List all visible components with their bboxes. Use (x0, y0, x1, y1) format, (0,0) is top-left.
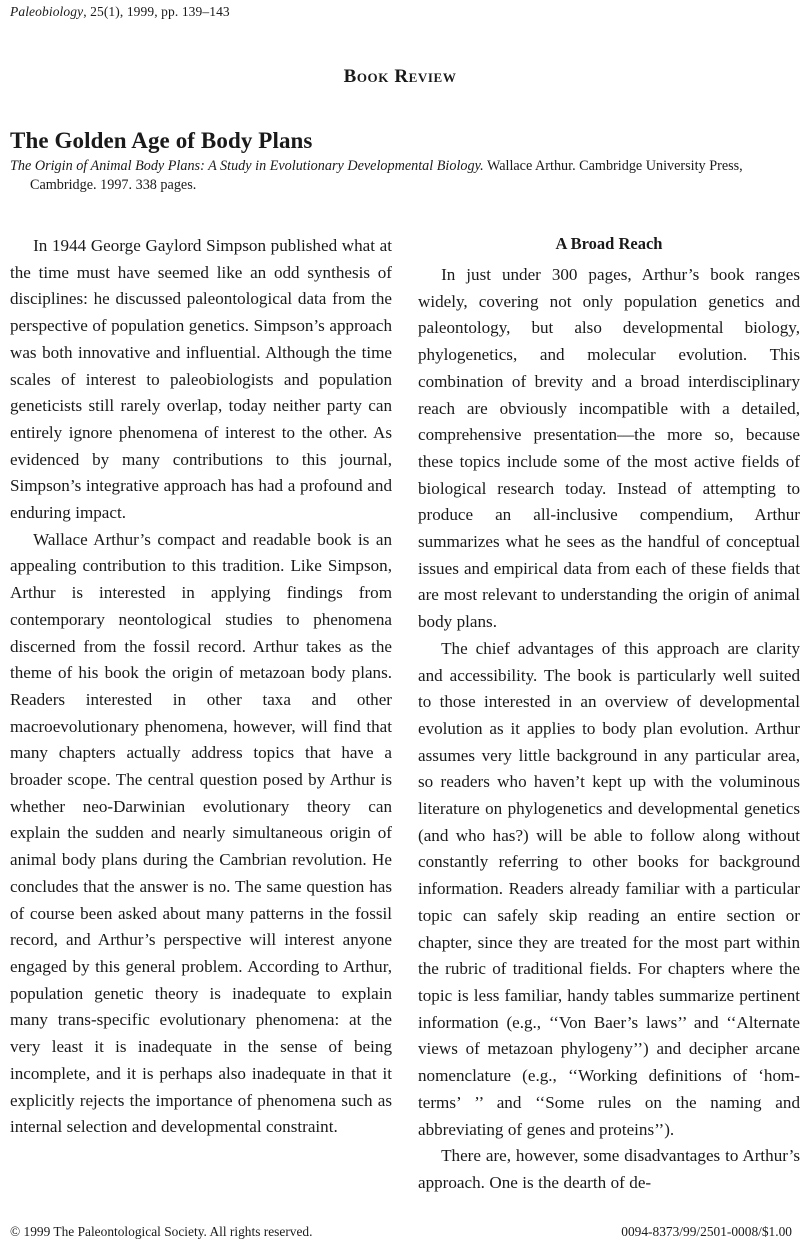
section-heading-a-broad-reach: A Broad Reach (555, 234, 663, 253)
cited-book-publication-info: Wallace Arthur. Cambridge University Press, Cambridge. 1997. 338 pages. (30, 158, 743, 193)
journal-name: Paleobiology (10, 4, 84, 19)
paragraph: Wallace Arthur’s compact and readable book is an appealing contribution to this tradition. Like Simpson, Arthur is interested in applying findings from contemporary neontological studies to phenomena discerned from the fossil record. Arthur takes as the theme of his book the origin of metazoan body plans. Readers interested in other taxa and other macroevolutionary phenomena, however, will find that many chapters actually address topics that have a broader scope. The central question posed by Arthur is whether neo-Darwinian evolutionary theory can explain the sudden and nearly simultaneous origin of animal body plans during the Cambrian revolution. He concludes that the answer is no. The same question has of course been asked about many patterns in the fossil record, and Arthur’s perspective will interest anyone engaged by this general problem. According to Arthur, population genetic theory is inadequate to explain many trans-specific evolutionary phenomena: at the very least it is inadequate in the sense of being incomplete, and it is perhaps also inadequate in that it explicitly rejects the importance of phenomena such as internal selection and developmental constraint. (10, 529, 392, 1137)
section-label: Book Review (343, 66, 457, 87)
body-columns (10, 233, 800, 1192)
footer-copyright: © 1999 The Paleontological Society. All rights reserved. (10, 1224, 313, 1239)
book-citation (10, 157, 800, 195)
paragraph: There are, however, some disadvantages to Arthur’s approach. One is the dearth of de- (418, 1146, 800, 1192)
page-title: The Golden Age of Body Plans (10, 128, 313, 154)
running-head (10, 4, 230, 20)
column-right (418, 233, 800, 1197)
paragraph: In just under 300 pages, Arthur’s book ranges widely, covering not only population genetics and paleontology, but also developmental biology, phylogenetics, and molecular evolution. This combination of brevity and a broad interdisciplinary reach are obviously incompatible with a detailed, comprehensive presentation—the more so, because these topics include some of the most active fields of biological research today. Instead of attempting to produce an all-inclusive compendium, Arthur summarizes what he sees as the handful of conceptual issues and empirical data from each of these fields that are most relevant to understanding the origin of animal body plans. (418, 265, 800, 632)
paragraph: In 1944 George Gaylord Simpson published what at the time must have seemed like an odd synthesis of disciplines: he discussed paleontological data from the perspective of population genetics. Simpson’s approach was both innovative and influential. Although the time scales of interest to paleobiologists and population geneticists still rarely overlap, today neither party can entirely ignore phenomena of interest to the other. As evidenced by many contributions to this journal, Simpson’s integrative approach has had a profound and enduring impact. (10, 236, 392, 523)
paragraph: The chief advantages of this approach are clarity and accessibility. The book is particularly well suited to those interested in an overview of developmental evolution as it applies to body plan evolution. Arthur assumes very little background in any particular area, so readers who haven’t kept up with the voluminous literature on phylogenetics and developmental genetics (and who has?) will be able to follow along without constantly referring to other books for background information. Readers already familiar with a particular topic can safely skip reading an entire section or chapter, since they are treated for the most part within the rubric of traditional fields. For chapters where the topic is less familiar, handy tables summarize pertinent information (e.g., ‘‘Von Baer’s laws’’ and ‘‘Alternate views of metazoan phylogeny’’) and decipher arcane nomenclature (e.g., ‘‘Working definitions of ‘hom-terms’ ’’ and ‘‘Some rules on the naming and abbreviating of genes and proteins’’). (418, 638, 800, 1139)
cited-book-title: The Origin of Animal Body Plans: A Study in Evolutionary Developmental Biology. (10, 158, 484, 174)
journal-issue-info: , 25(1), 1999, pp. 139–143 (83, 4, 230, 19)
footer-issn-code: 0094-8373/99/2501-0008/$1.00 (621, 1224, 792, 1239)
column-left (10, 233, 392, 1141)
